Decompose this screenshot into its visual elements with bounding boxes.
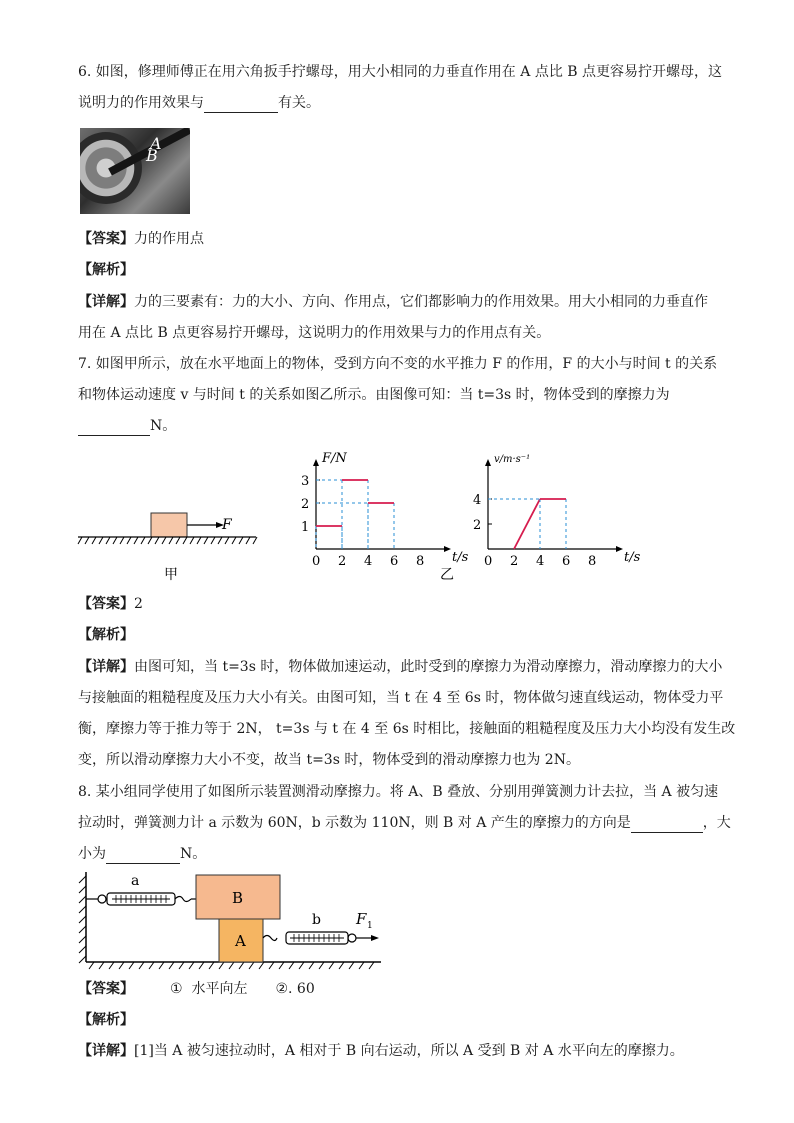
velocity-graph-y-tick-label: 2 xyxy=(473,518,482,533)
block-b-label: B xyxy=(232,889,244,907)
q8-stem-line1: 8. 某小组同学使用了如图所示装置测滑动摩擦力。将 A、B 叠放、分别用弹簧测力计去拉，当 A 被匀速 xyxy=(78,784,719,800)
force-graph-x-tick-label: 8 xyxy=(416,554,425,569)
q8-stem-line3 xyxy=(78,844,206,864)
block xyxy=(151,513,187,537)
velocity-graph-x-tick-label: 2 xyxy=(510,554,519,569)
photo-label-b: B xyxy=(146,146,158,165)
force-graph-y-tick-label: 2 xyxy=(301,497,310,512)
q8-answer xyxy=(78,979,315,999)
answer-circle-1: ① xyxy=(170,981,183,997)
force-graph-x-label: t/s xyxy=(452,550,469,565)
velocity-graph-x-tick-label: 4 xyxy=(536,554,545,569)
spring-scale-b xyxy=(263,932,379,944)
q6-stem-line1: 6. 如图，修理师傅正在用六角扳手拧螺母，用大小相同的力垂直作用在 A 点比 B 点更容易拧开螺母，这 xyxy=(78,64,723,80)
q7-answer-text: 2 xyxy=(134,596,143,612)
q8-answer-2: . 60 xyxy=(288,981,315,997)
q6-stem-pre: 说明力的作用效果与 xyxy=(78,95,204,111)
answer-label: 【答案】 xyxy=(78,981,134,997)
q6-analysis-label: 【解析】 xyxy=(78,262,134,278)
q6-detail-line1 xyxy=(78,292,708,312)
figure-jia xyxy=(76,505,266,585)
q8-stem-pre: 拉动时，弹簧测力计 a 示数为 60N，b 示数为 110N，则 B 对 A 产生的摩擦力的方向是 xyxy=(78,815,631,831)
friction-apparatus-figure xyxy=(76,866,386,970)
q8-answer-blank-1 xyxy=(631,816,703,833)
q6-answer xyxy=(78,229,204,249)
figure-yi-label: 乙 xyxy=(440,567,454,583)
label-b: b xyxy=(312,912,321,928)
q7-analysis-label: 【解析】 xyxy=(78,627,134,643)
label-a: a xyxy=(131,873,140,889)
q7-answer xyxy=(78,594,143,614)
q7-detail-text1: 由图可知，当 t=3s 时，物体做加速运动，此时受到的摩擦力为滑动摩擦力，滑动摩擦力的大小 xyxy=(134,659,723,675)
velocity-graph-x-tick-label: 8 xyxy=(588,554,597,569)
force-f1-subscript: 1 xyxy=(367,921,373,931)
q7-detail-line4: 变，所以滑动摩擦力大小不变，故当 t=3s 时，物体受到的滑动摩擦力也为 2N。 xyxy=(78,752,580,768)
q8-answer-blank-2 xyxy=(106,847,180,864)
q8-stem-post: ，大 xyxy=(702,815,731,831)
answer-label: 【答案】 xyxy=(78,231,134,247)
force-graph-y-arrow xyxy=(313,459,319,466)
q7-stem-post: N。 xyxy=(150,418,177,434)
q7-detail-line1 xyxy=(78,657,722,677)
detail-label: 【详解】 xyxy=(78,294,134,310)
force-graph-y-label: F/N xyxy=(322,451,347,466)
q7-answer-blank xyxy=(78,419,150,436)
answer-label: 【答案】 xyxy=(78,596,134,612)
q6-answer-text: 力的作用点 xyxy=(134,231,204,247)
q8-stem3-pre: 小为 xyxy=(78,846,106,862)
block-a-label: A xyxy=(235,932,246,950)
figure-jia-label: 甲 xyxy=(164,567,178,583)
answer-circle-2: ② xyxy=(275,981,289,997)
force-graph-x-arrow xyxy=(444,546,451,552)
q8-detail-line1 xyxy=(78,1041,684,1061)
ground-hatch xyxy=(89,962,374,969)
ground-hatch xyxy=(78,537,257,544)
q8-detail-text1: [1]当 A 被匀速拉动时，A 相对于 B 向右运动，所以 A 受到 B 对 A 水平向左的摩擦力。 xyxy=(134,1043,684,1059)
q8-analysis-label: 【解析】 xyxy=(78,1012,134,1028)
velocity-graph-x-arrow xyxy=(616,546,623,552)
detail-label: 【详解】 xyxy=(78,659,134,675)
wrench-photo xyxy=(80,128,190,214)
force-label: F xyxy=(222,517,232,533)
q8-stem3-post: N。 xyxy=(180,846,207,862)
photo-label-a: A xyxy=(150,134,162,153)
detail-label: 【详解】 xyxy=(78,1043,134,1059)
q6-detail-text1: 力的三要素有：力的大小、方向、作用点，它们都影响力的作用效果。用大小相同的力垂直作 xyxy=(134,294,708,310)
velocity-graph-y-label: v/m·s⁻¹ xyxy=(494,454,531,465)
q6-stem-line2 xyxy=(78,93,320,113)
q7-detail-line2: 与接触面的粗糙程度及压力大小有关。由图可知，当 t 在 4 至 6s 时，物体做匀速直线运动，物体受力平 xyxy=(78,690,724,706)
q7-stem-line1: 7. 如图甲所示，放在水平地面上的物体，受到方向不变的水平推力 F 的作用，F 的大小与时间 t 的关系 xyxy=(78,356,718,372)
velocity-graph-y-tick-label: 4 xyxy=(473,493,482,508)
force-graph-x-tick-label: 0 xyxy=(312,554,321,569)
q8-stem-line2 xyxy=(78,813,731,833)
force-graph-x-tick-label: 2 xyxy=(338,554,347,569)
q7-detail-line3: 衡，摩擦力等于推力等于 2N， t=3s 与 t 在 4 至 6s 时相比，接触面的粗糙程度及压力大小均没有发生改 xyxy=(78,721,736,737)
force-graph-x-tick-label: 4 xyxy=(364,554,373,569)
force-f1-label: F xyxy=(356,910,367,928)
force-graph-y-tick-label: 3 xyxy=(301,474,310,489)
spring-scale-a xyxy=(86,893,196,905)
velocity-graph-y-arrow xyxy=(485,459,491,466)
velocity-graph-x-tick-label: 0 xyxy=(484,554,493,569)
velocity-graph-x-label: t/s xyxy=(624,550,640,565)
velocity-graph-x-tick-label: 6 xyxy=(562,554,571,569)
force-graph-x-tick-label: 6 xyxy=(390,554,399,569)
q6-stem-post: 有关。 xyxy=(278,95,320,111)
q7-stem-line3 xyxy=(78,416,176,436)
q8-answer-1: 水平向左 xyxy=(191,981,248,997)
wall-hatch xyxy=(79,876,86,963)
force-graph-y-tick-label: 1 xyxy=(301,520,310,535)
figure-yi xyxy=(290,448,640,583)
q6-answer-blank xyxy=(204,96,278,113)
velocity-graph-segment-0 xyxy=(514,499,540,549)
q6-detail-line2: 用在 A 点比 B 点更容易拧开螺母，这说明力的作用效果与力的作用点有关。 xyxy=(78,325,551,341)
q7-stem-line2: 和物体运动速度 v 与时间 t 的关系如图乙所示。由图像可知：当 t=3s 时，物体受到的摩擦力为 xyxy=(78,387,670,403)
